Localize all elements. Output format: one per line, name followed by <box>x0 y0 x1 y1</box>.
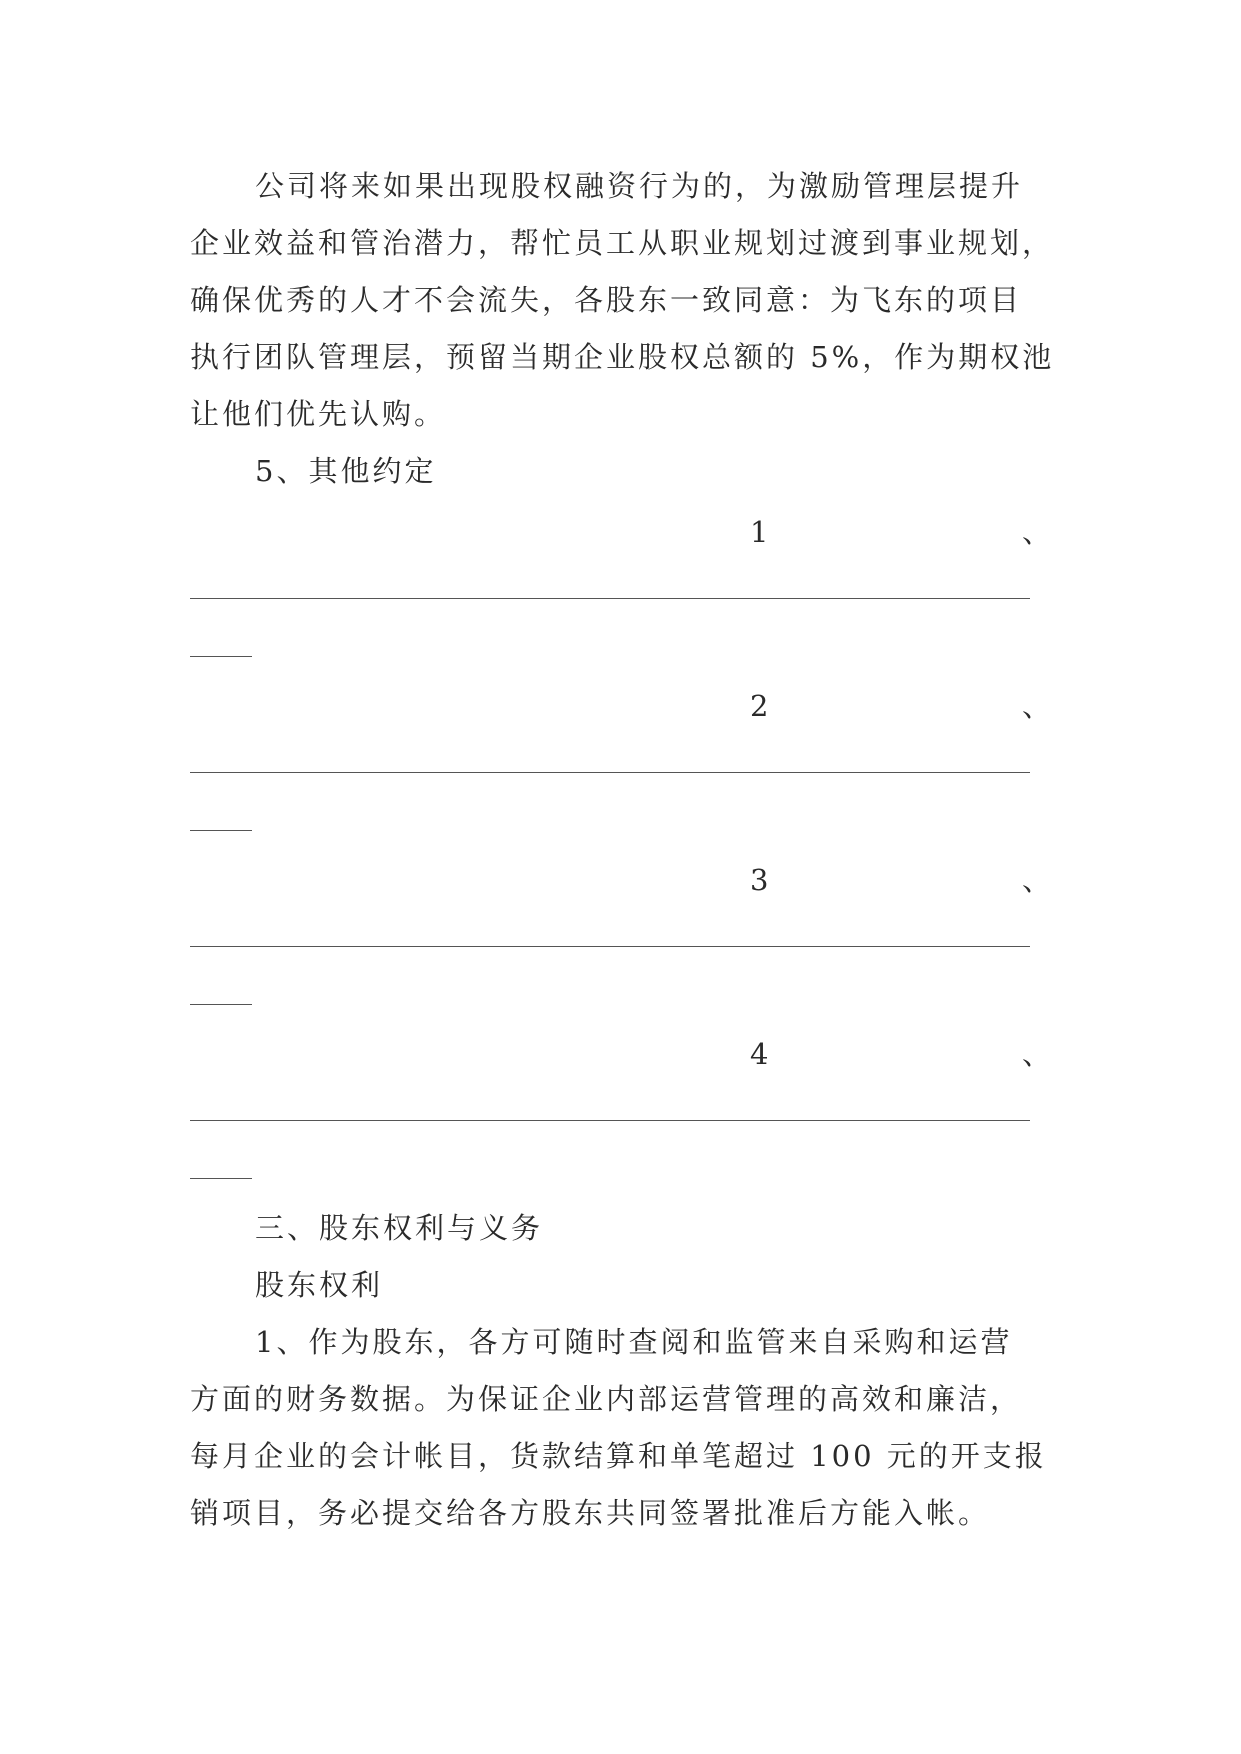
blank-fill-line <box>190 1120 1030 1121</box>
item-mark: 、 <box>1022 863 1052 897</box>
section-heading: 5、其他约定 <box>255 454 437 488</box>
item-number: 4 <box>750 1037 769 1071</box>
section-heading: 三、股东权利与义务 <box>255 1211 544 1245</box>
item-mark: 、 <box>1022 515 1052 549</box>
blank-fill-line <box>190 946 1030 947</box>
item-number: 2 <box>750 689 769 723</box>
paragraph-line: 企业效益和管治潜力，帮忙员工从职业规划过渡到事业规划， <box>190 226 1055 260</box>
item-number: 1 <box>750 515 769 549</box>
paragraph-line: 方面的财务数据。为保证企业内部运营管理的高效和廉洁， <box>190 1382 1023 1416</box>
blank-fill-line-end <box>190 1178 252 1179</box>
blank-fill-line-end <box>190 656 252 657</box>
blank-fill-line <box>190 772 1030 773</box>
paragraph-line: 销项目，务必提交给各方股东共同签署批准后方能入帐。 <box>190 1496 991 1530</box>
paragraph-line: 执行团队管理层，预留当期企业股权总额的 5%，作为期权池 <box>190 340 1055 374</box>
blank-fill-line <box>190 598 1030 599</box>
paragraph-line: 确保优秀的人才不会流失，各股东一致同意：为飞东的项目 <box>190 283 1023 317</box>
paragraph-line: 每月企业的会计帐目，货款结算和单笔超过 100 元的开支报 <box>190 1439 1047 1473</box>
paragraph-line: 让他们优先认购。 <box>190 397 447 431</box>
blank-fill-line-end <box>190 830 252 831</box>
paragraph-line: 公司将来如果出现股权融资行为的，为激励管理层提升 <box>255 169 1024 203</box>
item-number: 3 <box>750 863 769 897</box>
item-mark: 、 <box>1022 689 1052 723</box>
blank-fill-line-end <box>190 1004 252 1005</box>
item-mark: 、 <box>1022 1037 1052 1071</box>
paragraph-line: 1、作为股东，各方可随时查阅和监管来自采购和运营 <box>255 1325 1013 1359</box>
subheading: 股东权利 <box>255 1268 384 1302</box>
